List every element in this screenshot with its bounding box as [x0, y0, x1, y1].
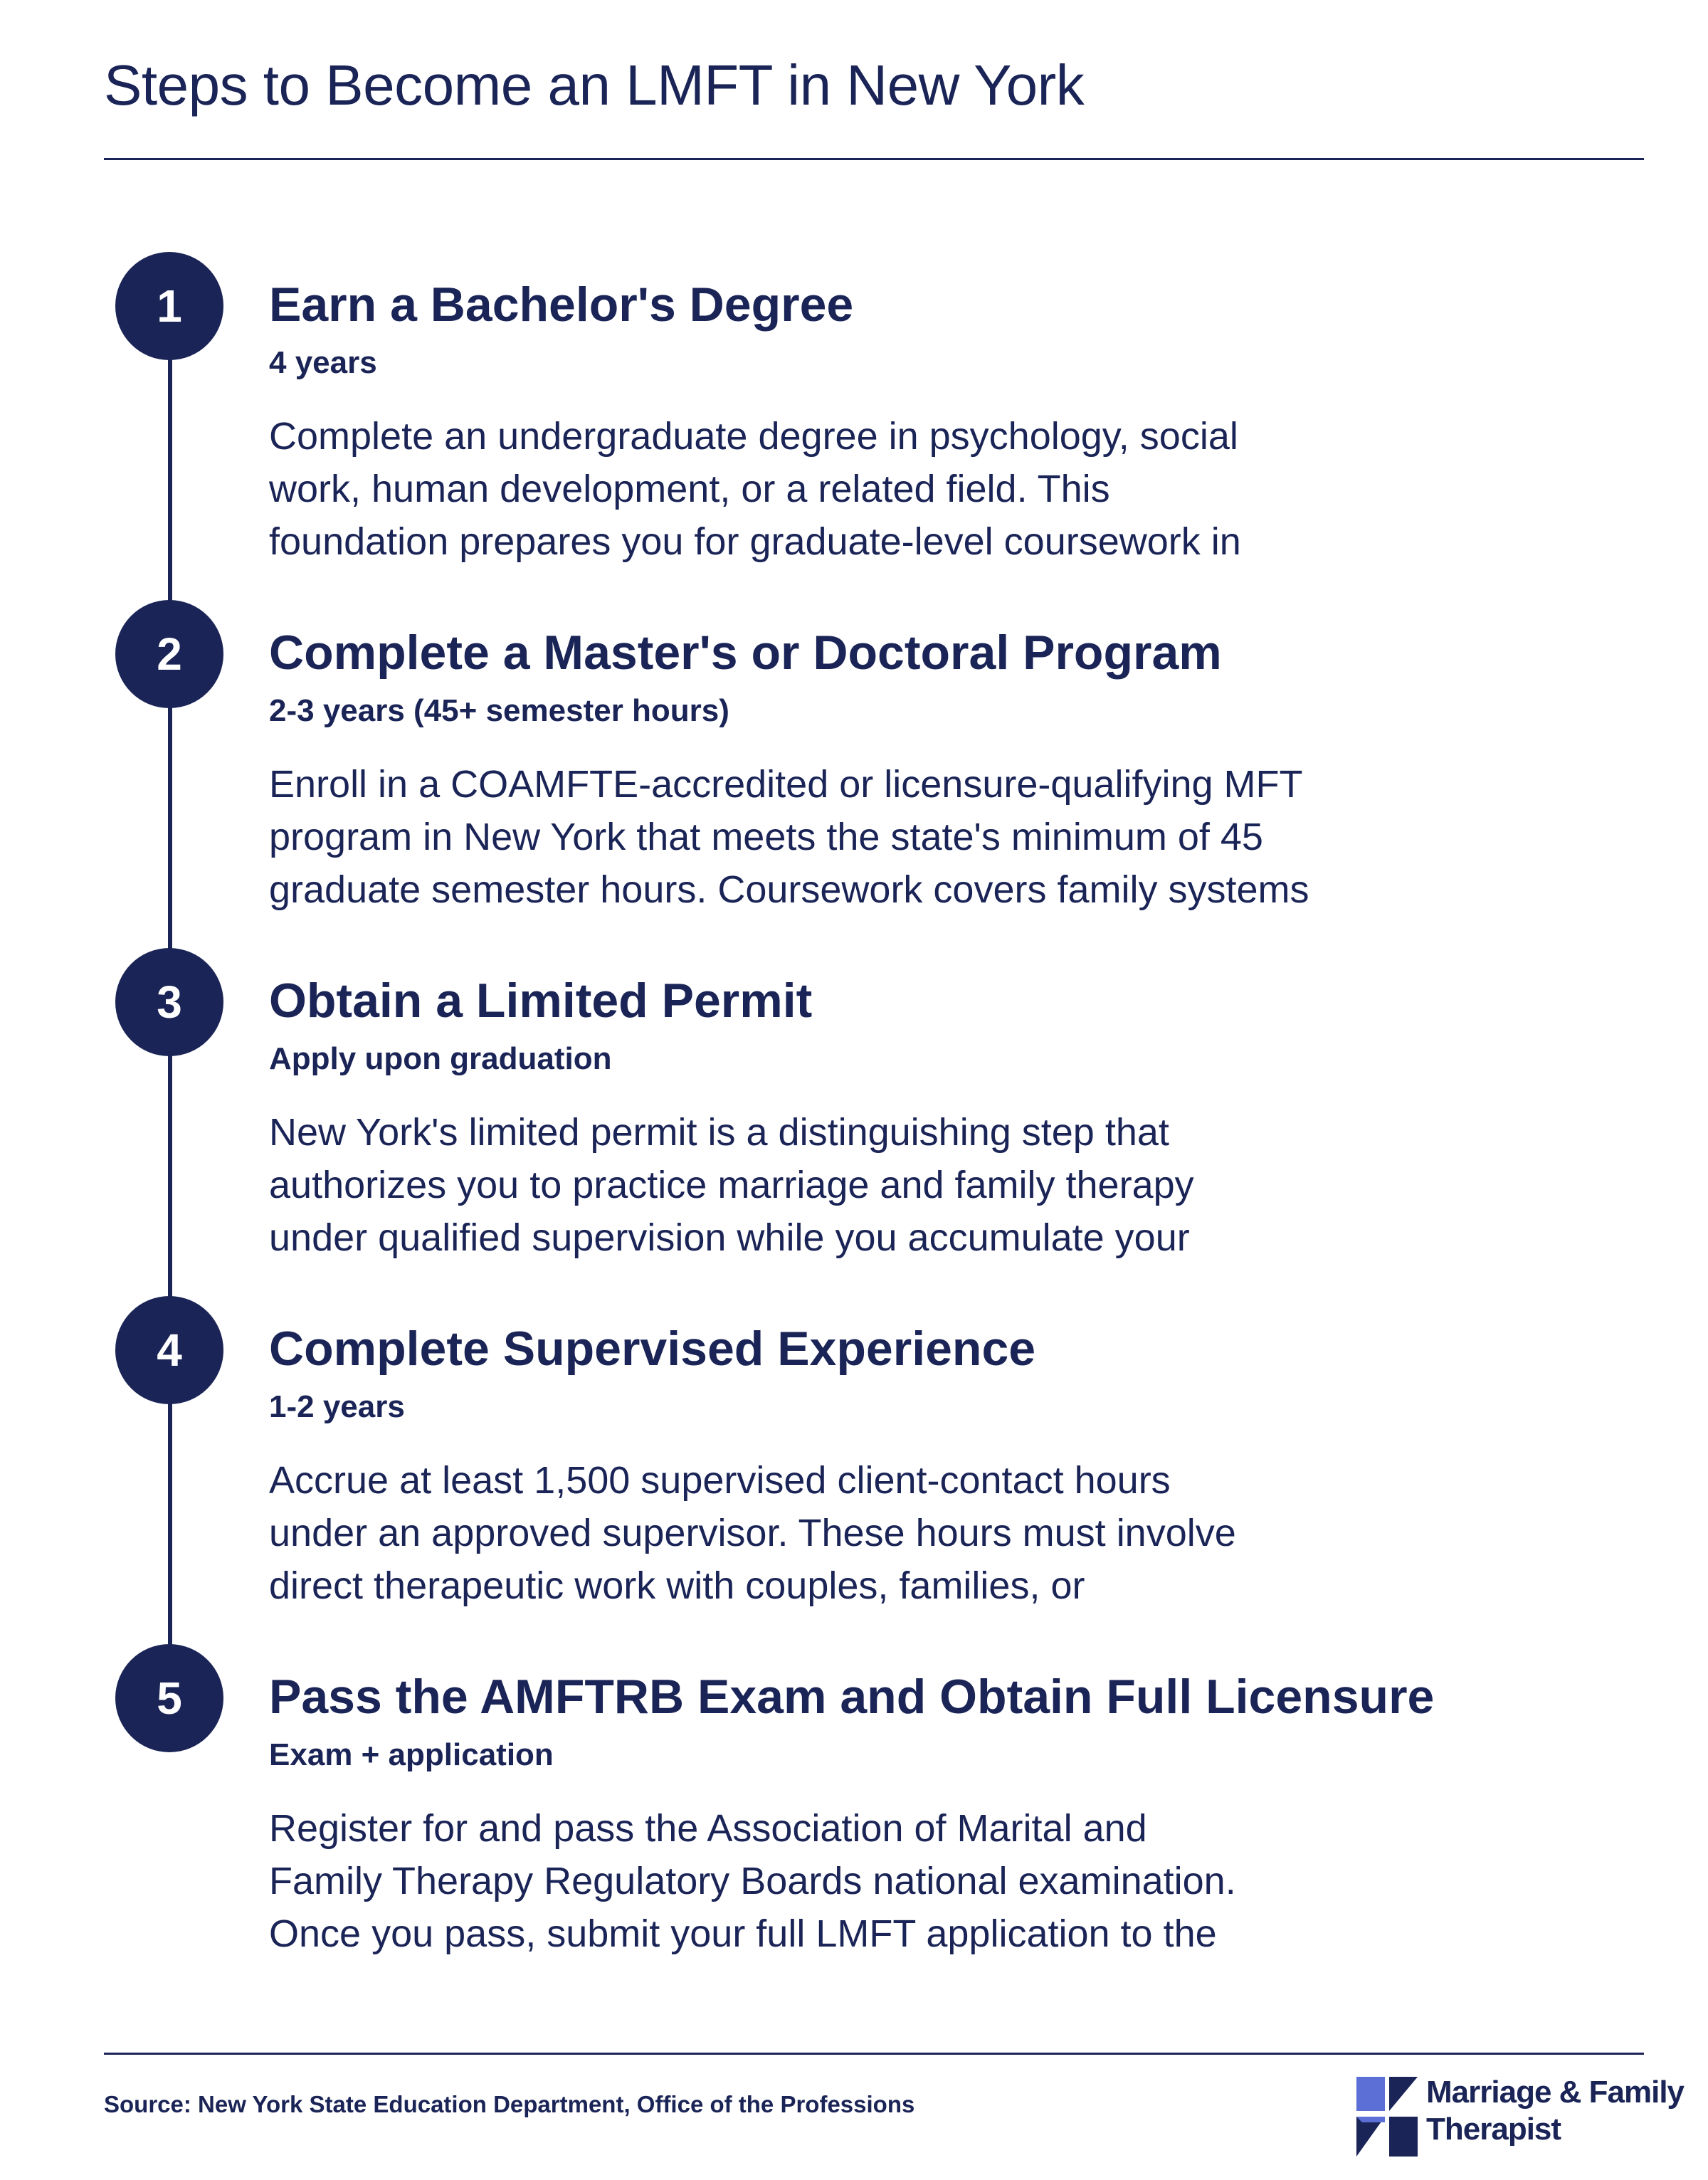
step-description [269, 410, 1443, 568]
step-3 [0, 948, 1708, 1268]
step-description-line: under qualified supervision while you accumulate your [269, 1216, 1190, 1259]
step-duration: 4 years [269, 345, 377, 380]
source-note: Source: New York State Education Department, Office of the Professions [104, 2091, 915, 2117]
step-5 [0, 1644, 1708, 1964]
step-description-line: Complete an undergraduate degree in psychology, social [269, 415, 1238, 458]
step-description-line: graduate semester hours. Coursework covers family systems [269, 868, 1309, 911]
step-number-badge: 5 [115, 1644, 223, 1752]
brand-logo [1356, 2074, 1685, 2158]
step-2 [0, 600, 1708, 920]
step-description-line: foundation prepares you for graduate-level coursework in [269, 520, 1241, 563]
logo-mark-icon [1356, 2077, 1418, 2157]
step-description-line: Once you pass, submit your full LMFT application to the [269, 1912, 1217, 1955]
step-title: Obtain a Limited Permit [269, 974, 813, 1028]
step-description-line: authorizes you to practice marriage and family therapy [269, 1164, 1194, 1206]
step-title: Earn a Bachelor's Degree [269, 278, 854, 332]
step-description [269, 758, 1443, 916]
step-description [269, 1454, 1443, 1612]
logo-text-line: Marriage & Family [1426, 2075, 1685, 2110]
step-description-line: work, human development, or a related field. This [269, 468, 1110, 510]
step-title: Pass the AMFTRB Exam and Obtain Full Licensure [269, 1670, 1435, 1724]
step-duration: 1-2 years [269, 1389, 405, 1424]
step-description-line: direct therapeutic work with couples, families, or [269, 1564, 1085, 1607]
step-description [269, 1802, 1443, 1960]
step-duration: 2-3 years (45+ semester hours) [269, 693, 729, 728]
step-4 [0, 1296, 1708, 1616]
header-divider [104, 158, 1644, 160]
step-description-line: Family Therapy Regulatory Boards national examination. [269, 1860, 1236, 1902]
step-number-badge: 4 [115, 1296, 223, 1404]
step-title: Complete Supervised Experience [269, 1322, 1036, 1376]
step-description-line: New York's limited permit is a distinguishing step that [269, 1111, 1169, 1154]
step-description-line: under an approved supervisor. These hours must involve [269, 1512, 1236, 1554]
logo-wordmark [1426, 2074, 1684, 2148]
step-description [269, 1106, 1443, 1264]
step-description-line: Accrue at least 1,500 supervised client-contact hours [269, 1459, 1171, 1502]
step-number-badge: 2 [115, 600, 223, 708]
step-duration: Apply upon graduation [269, 1041, 612, 1076]
step-duration: Exam + application [269, 1737, 554, 1772]
step-description-line: Register for and pass the Association of Marital and [269, 1807, 1147, 1850]
page-title: Steps to Become an LMFT in New York [104, 53, 1085, 117]
step-title: Complete a Master's or Doctoral Program [269, 626, 1222, 680]
logo-text-line: Therapist [1426, 2112, 1561, 2147]
footer-divider [104, 2053, 1644, 2055]
step-number-badge: 1 [115, 252, 223, 360]
step-1 [0, 252, 1708, 572]
step-description-line: program in New York that meets the state's minimum of 45 [269, 816, 1263, 858]
step-description-line: Enroll in a COAMFTE-accredited or licensure-qualifying MFT [269, 763, 1303, 806]
step-number-badge: 3 [115, 948, 223, 1056]
